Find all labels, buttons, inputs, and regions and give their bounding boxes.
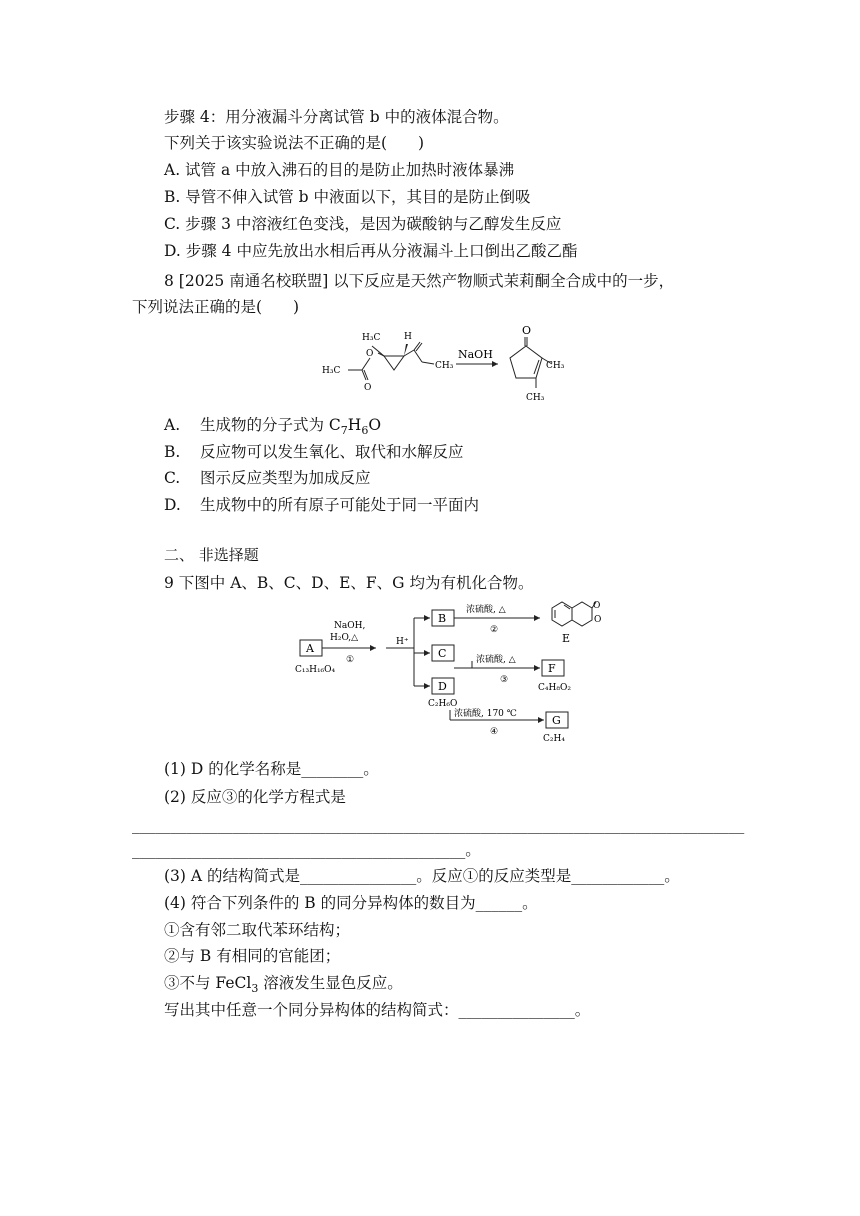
q9-a-formula: C₁₃H₁₆O₄ (295, 665, 336, 675)
q9-f: F (548, 662, 556, 675)
q9-step2: ② (490, 625, 499, 635)
q9-b: B (438, 612, 447, 625)
option-a: A. 试管 a 中放入沸石的目的是防止加热时液体暴沸 (164, 161, 515, 179)
q8-stem-line2: 下列说法正确的是( ) (132, 298, 300, 316)
svg-text:O: O (364, 383, 372, 393)
section-heading: 二、 非选择题 (164, 546, 259, 564)
q9-c: C (438, 647, 447, 660)
step4-text: 步骤 4：用分液漏斗分离试管 b 中的液体混合物。 (164, 108, 509, 126)
svg-text:O: O (594, 615, 602, 625)
q8-h3c-top: H₃C (362, 333, 381, 343)
q9-part4: (4) 符合下列条件的 B 的同分异构体的数目为______。 (164, 894, 538, 912)
q9-stem: 9 下图中 A、B、C、D、E、F、G 均为有机化合物。 (164, 574, 534, 592)
q9-hplus: H⁺ (396, 637, 409, 647)
q9-f-formula: C₄H₈O₂ (538, 683, 571, 693)
q9-step4: ④ (490, 727, 499, 737)
q9-cond3: 浓硫酸, △ (476, 655, 516, 665)
q8-reaction-scheme (320, 322, 580, 404)
q9-step1: ① (346, 655, 355, 665)
q9-d: D (438, 680, 447, 693)
q9-naoh: NaOH, (334, 621, 366, 631)
q9-part2: (2) 反应③的化学方程式是 (164, 788, 346, 806)
q9-answer-line2[interactable]: ___________________________________________。 (132, 841, 481, 859)
q9-cond4: 浓硫酸, 170 ℃ (454, 709, 517, 719)
q8-o-ester: O (366, 349, 374, 359)
option-c: C. 步骤 3 中溶液红色变浅，是因为碳酸钠与乙醇发生反应 (164, 215, 562, 233)
q8-product-ch3-b: CH₃ (526, 393, 545, 403)
q9-part3: (3) A 的结构简式是_______________。反应①的反应类型是____________。 (164, 867, 680, 885)
question-stem: 下列关于该实验说法不正确的是( ) (164, 134, 425, 152)
q8-product-o: O (522, 324, 532, 337)
q8-product-ch3-a: CH₃ (546, 361, 565, 371)
q9-e: E (562, 632, 571, 645)
q9-cond2: 浓硫酸, △ (466, 605, 506, 615)
q9-cond1: H₂O,△ (330, 633, 359, 643)
q9-g-formula: C₂H₄ (543, 734, 565, 744)
q8-option-a: A. 生成物的分子式为 $C_7H_6O$ (164, 416, 382, 438)
option-d: D. 步骤 4 中应先放出水相后再从分液漏斗上口倒出乙酸乙酯 (164, 242, 578, 260)
q9-e-carbonyl-o: O (593, 601, 601, 611)
q8-h-label: H (404, 332, 412, 342)
q8-stem-line1: 8 [2025 南通名校联盟] 以下反应是天然产物顺式茉莉酮全合成中的一步， (164, 272, 675, 290)
q8-option-b: B. 反应物可以发生氧化、取代和水解反应 (164, 443, 464, 461)
q8-option-d: D. 生成物中的所有原子可能处于同一平面内 (164, 496, 480, 514)
option-b: B. 导管不伸入试管 b 中液面以下，其目的是防止倒吸 (164, 188, 531, 206)
q9-g: G (552, 714, 561, 727)
q9-a: A (306, 642, 314, 655)
q8-reagent: NaOH (458, 348, 493, 361)
q8-option-c: C. 图示反应类型为加成反应 (164, 469, 371, 487)
q9-reaction-scheme (290, 598, 620, 748)
q9-condition-1: ①含有邻二取代苯环结构； (164, 921, 351, 939)
q9-step3: ③ (500, 675, 509, 685)
q9-condition-2: ②与 B 有相同的官能团； (164, 947, 341, 965)
q9-final: 写出其中任意一个同分异构体的结构简式：_______________。 (164, 1001, 591, 1019)
q9-answer-line1[interactable]: _______________________________________________________________________________ (132, 816, 745, 834)
q9-condition-3: ③不与 FeCl$_3$ 溶液发生显色反应。 (164, 974, 403, 996)
q8-ch3-chain: CH₃ (435, 361, 454, 371)
q9-part1: (1) D 的化学名称是________。 (164, 760, 379, 778)
q9-d-formula: C₂H₆O (428, 699, 458, 709)
q8-h3c-left: H₃C (322, 366, 341, 376)
